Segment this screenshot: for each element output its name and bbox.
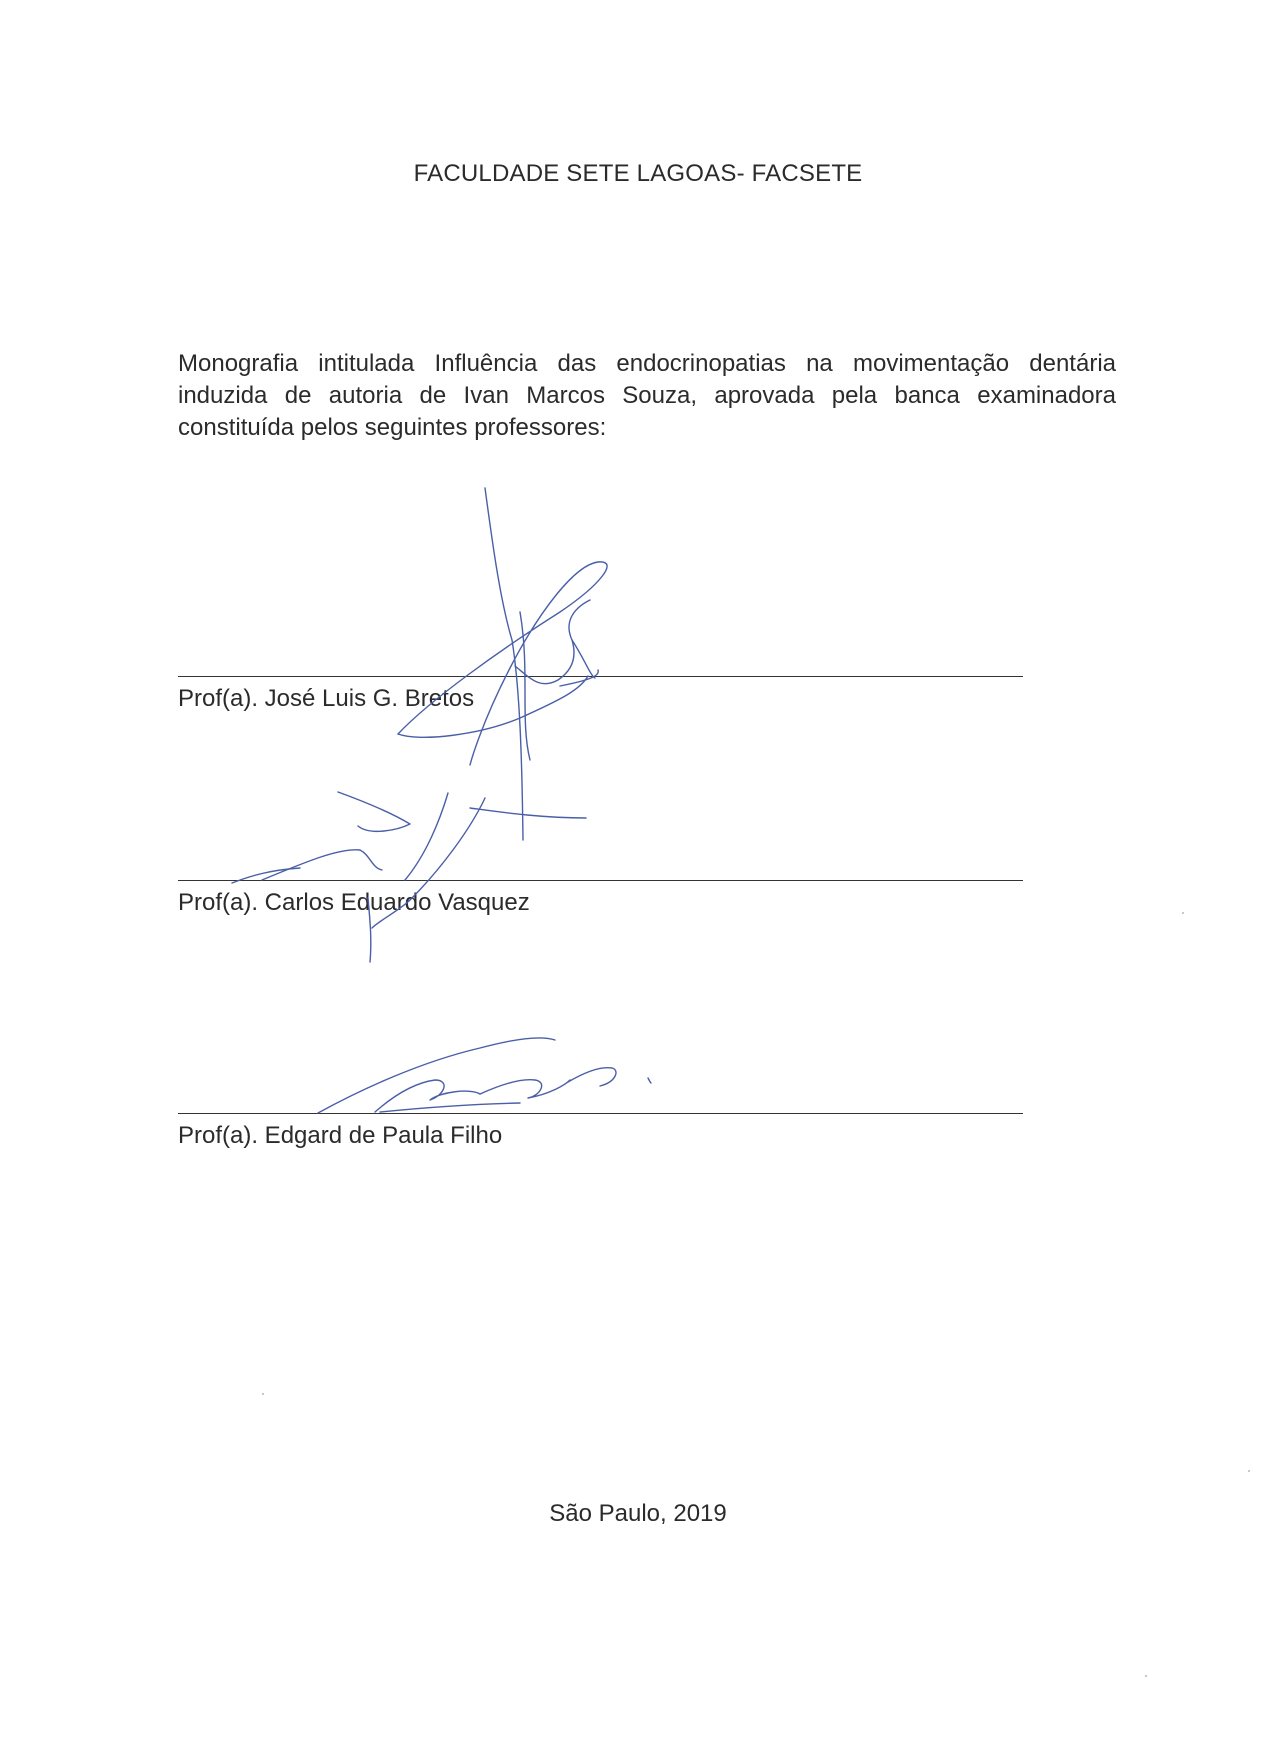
signature-de-paula <box>318 1038 651 1113</box>
signature-line <box>178 676 1023 677</box>
examiner-name: Prof(a). José Luis G. Bretos <box>178 685 475 712</box>
scan-speck <box>1248 1470 1250 1472</box>
examiner-name: Prof(a). Edgard de Paula Filho <box>178 1122 503 1149</box>
institution-heading: FACULDADE SETE LAGOAS- FACSETE <box>413 160 863 187</box>
signature-line <box>178 1113 1023 1114</box>
scan-speck <box>1145 1675 1147 1677</box>
scan-speck <box>1182 912 1184 914</box>
signature-block-2 <box>178 880 1023 917</box>
signature-line <box>178 880 1023 881</box>
signature-bretos <box>398 488 607 840</box>
scan-speck <box>262 1393 264 1395</box>
examiner-name: Prof(a). Carlos Eduardo Vasquez <box>178 889 530 916</box>
signature-block-3 <box>178 1113 1023 1150</box>
signature-block-1 <box>178 676 1023 713</box>
signature-vasquez <box>232 792 586 962</box>
approval-paragraph: Monografia intitulada Influência das endocrinopatias na movimentação dentária induzida de autoria de Ivan Marcos Souza, aprovada pela banca examinadora constituída pelos seguintes professores: <box>178 350 1116 441</box>
place-date: São Paulo, 2019 <box>549 1500 727 1527</box>
